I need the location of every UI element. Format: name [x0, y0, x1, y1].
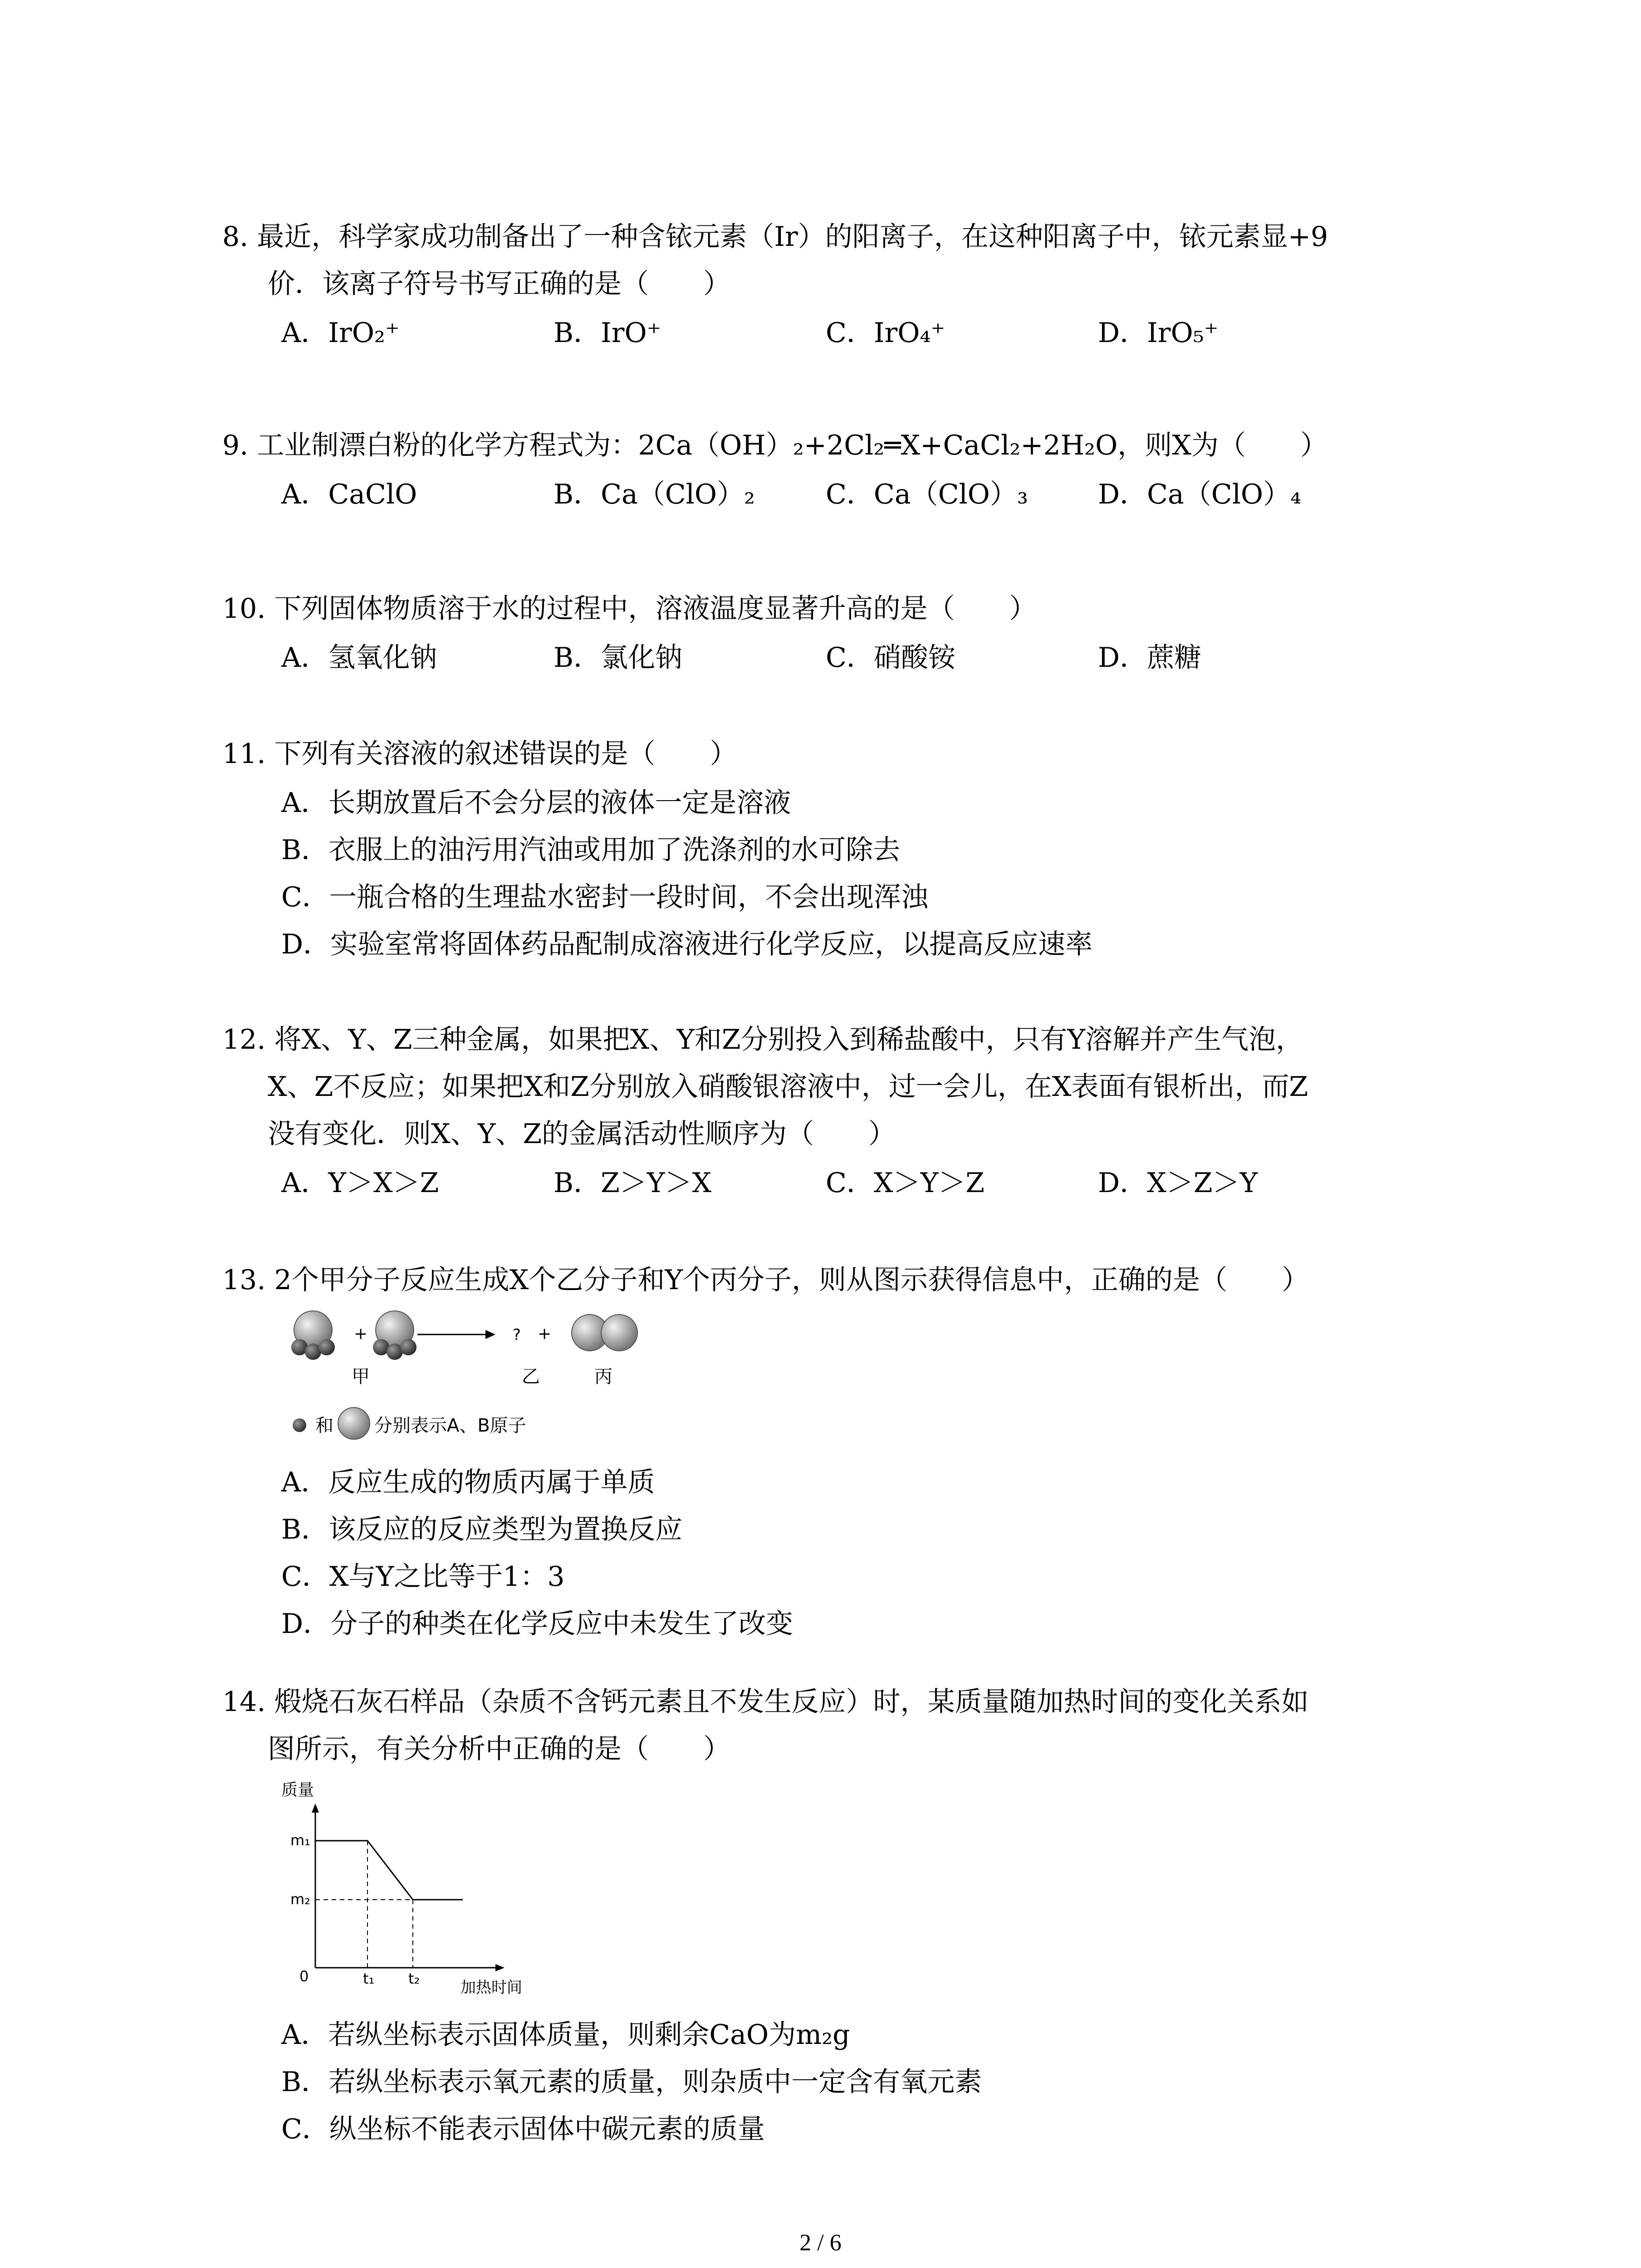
options-row — [281, 471, 1470, 518]
option-c[interactable]: C．Ca（ClO）₃ — [826, 479, 1028, 510]
option-b[interactable]: B．若纵坐标表示氧元素的质量，则杂质中一定含有氧元素 — [281, 2066, 982, 2098]
option-a[interactable]: A．若纵坐标表示固体质量，则剩余CaO为m₂g — [281, 2019, 850, 2051]
option-c[interactable]: C．一瓶合格的生理盐水密封一段时间，不会出现浑浊 — [281, 881, 928, 913]
mass-time-chart — [272, 1777, 1470, 2009]
plus-sign: + — [538, 1325, 552, 1343]
y-axis-arrow — [312, 1804, 319, 1813]
question-number: 13. — [222, 1264, 266, 1296]
tick-label-t1: t₁ — [363, 1970, 375, 1987]
label-yi: 乙 — [522, 1366, 540, 1387]
x-axis-arrow — [495, 1964, 505, 1971]
molecule-bing — [572, 1315, 637, 1351]
option-c[interactable]: C．硝酸铵 — [826, 642, 955, 674]
question-stem: 14. 煅烧石灰石样品（杂质不含钙元素且不发生反应）时，某质量随加热时间的变化关系如 — [222, 1686, 1309, 1718]
option-b[interactable]: B．IrO⁺ — [554, 317, 661, 349]
question-8: 8. 最近，科学家成功制备出了一种含铱元素（Ir）的阳离子，在这种阳离子中，铱元素显+9 价．该离子符号书写正确的是（ ） A．IrO₂⁺ B．IrO⁺ C．IrO₄⁺ D．IrO₅⁺ — [222, 213, 1470, 357]
question-11 — [222, 730, 1470, 968]
molecule-jia-2 — [373, 1311, 416, 1360]
chart-svg — [272, 1777, 526, 1995]
label-bing: 丙 — [594, 1366, 612, 1387]
option-a[interactable]: A．反应生成的物质丙属于单质 — [281, 1466, 655, 1498]
plus-sign: + — [354, 1325, 368, 1343]
legend-atom-b — [338, 1408, 370, 1439]
option-b[interactable]: B．Ca（ClO）₂ — [554, 479, 755, 510]
option-a[interactable]: A．IrO₂⁺ — [281, 317, 400, 349]
options-row — [281, 1159, 1470, 1207]
unknown-product-mark: ? — [513, 1326, 521, 1344]
origin-label: 0 — [299, 1968, 309, 1985]
option-c[interactable]: C．IrO₄⁺ — [826, 317, 945, 349]
molecule-jia-1 — [291, 1311, 335, 1360]
question-stem: 9. 工业制漂白粉的化学方程式为：2Ca（OH）₂+2Cl₂═X+CaCl₂+2H₂O，则X为（ ） — [222, 430, 1328, 461]
label-jia: 甲 — [352, 1366, 370, 1387]
question-stem: 10. 下列固体物质溶于水的过程中，溶液温度显著升高的是（ ） — [222, 593, 1037, 625]
tick-label-m2: m₂ — [290, 1891, 310, 1908]
question-number: 10. — [222, 593, 266, 625]
question-12: 12. 将X、Y、Z三种金属，如果把X、Y和Z分别投入到稀盐酸中，只有Y溶解并产生气泡， X、Z不反应；如果把X和Z分别放入硝酸银溶液中，过一会儿，在X表面有银析出，而Z 没有变化．则X、Y、Z的金属活动性顺序为（ ） A．Y＞X＞Z B．Z＞Y＞X C．X＞Y＞Z D．X＞Z＞Y — [222, 1016, 1470, 1207]
question-stem: 8. 最近，科学家成功制备出了一种含铱元素（Ir）的阳离子，在这种阳离子中，铱元素显+9 — [222, 221, 1328, 253]
question-9 — [222, 422, 1470, 518]
option-d[interactable]: D．X＞Z＞Y — [1098, 1167, 1258, 1199]
option-a[interactable]: A．Y＞X＞Z — [281, 1167, 439, 1199]
reaction-figure — [281, 1306, 1470, 1457]
y-axis-label: 质量 — [281, 1781, 314, 1799]
option-c[interactable]: C．X与Y之比等于1：3 — [281, 1561, 565, 1593]
option-d[interactable]: D．分子的种类在化学反应中未发生了改变 — [281, 1608, 794, 1640]
question-number: 11. — [222, 738, 266, 770]
question-13 — [222, 1256, 1470, 1647]
options-list — [281, 1459, 1470, 1647]
option-b[interactable]: B．衣服上的油污用汽油或用加了洗涤剂的水可除去 — [281, 834, 901, 866]
tick-label-t2: t₂ — [408, 1970, 420, 1987]
options-row — [281, 309, 1470, 357]
question-stem: 12. 将X、Y、Z三种金属，如果把X、Y和Z分别投入到稀盐酸中，只有Y溶解并产生气泡， — [222, 1024, 1303, 1056]
option-d[interactable]: D．实验室常将固体药品配制成溶液进行化学反应，以提高反应速率 — [281, 929, 1093, 960]
option-a[interactable]: A．长期放置后不会分层的液体一定是溶液 — [281, 787, 791, 819]
option-a[interactable]: A．氢氧化钠 — [281, 642, 437, 674]
option-b[interactable]: B．Z＞Y＞X — [554, 1167, 712, 1199]
option-b[interactable]: B．氯化钠 — [554, 642, 683, 674]
option-a[interactable]: A．CaClO — [281, 479, 417, 510]
question-number: 8. — [222, 221, 249, 253]
question-stem: 11. 下列有关溶液的叙述错误的是（ ） — [222, 738, 737, 770]
question-stem: 13. 2个甲分子反应生成X个乙分子和Y个丙分子，则从图示获得信息中，正确的是（ ） — [222, 1264, 1309, 1296]
legend-atom-a — [293, 1418, 306, 1432]
options-list — [281, 779, 1470, 968]
question-number: 9. — [222, 430, 249, 461]
legend-and: 和 — [315, 1415, 333, 1436]
question-14: 14. 煅烧石灰石样品（杂质不含钙元素且不发生反应）时，某质量随加热时间的变化关系如 图所示，有关分析中正确的是（ ） 质量 0 m₁ m₂ t₁ t₂ 加热时间 A．若纵坐标表示固体质量，则剩余CaO为m₂g B．若纵坐标表示氧元素的质量，则杂质中一定含有氧元素 C．纵坐标不能表示固体中碳元素的质量 — [222, 1678, 1470, 2153]
x-axis-label: 加热时间 — [460, 1979, 522, 1995]
question-number: 12. — [222, 1024, 266, 1056]
option-c[interactable]: C．X＞Y＞Z — [826, 1167, 985, 1199]
options-row — [281, 634, 1470, 681]
option-d[interactable]: D．Ca（ClO）₄ — [1098, 479, 1302, 510]
page-number: 2 / 6 — [799, 2230, 842, 2256]
option-b[interactable]: B．该反应的反应类型为置换反应 — [281, 1514, 683, 1545]
option-d[interactable]: D．蔗糖 — [1098, 642, 1202, 674]
legend-text: 分别表示A、B原子 — [374, 1415, 526, 1436]
question-10 — [222, 585, 1470, 681]
reaction-arrow — [417, 1330, 495, 1339]
tick-label-m1: m₁ — [290, 1832, 310, 1849]
options-list — [281, 2011, 1470, 2153]
option-d[interactable]: D．IrO₅⁺ — [1098, 317, 1219, 349]
reaction-diagram — [281, 1306, 644, 1442]
question-number: 14. — [222, 1686, 266, 1718]
mass-curve — [315, 1841, 463, 1900]
option-c[interactable]: C．纵坐标不能表示固体中碳元素的质量 — [281, 2113, 765, 2145]
